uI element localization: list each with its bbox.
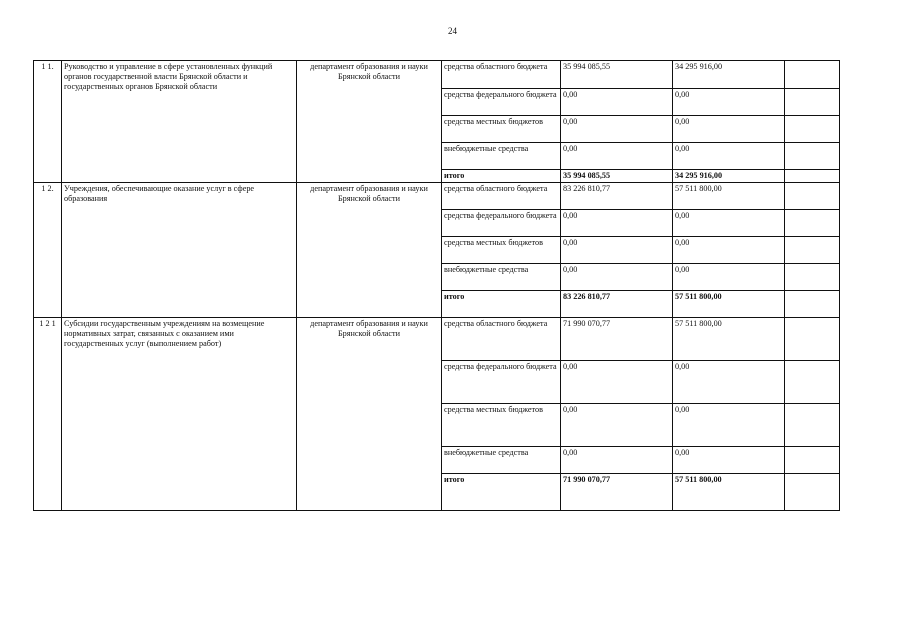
total-amount-1: 71 990 070,77 [561,473,673,510]
amount-2: 0,00 [673,360,785,403]
amount-1: 0,00 [561,360,673,403]
amount-3 [785,403,840,446]
amount-2: 57 511 800,00 [673,182,785,209]
amount-1: 0,00 [561,403,673,446]
amount-2: 0,00 [673,263,785,290]
funding-source: средства федерального бюджета [442,209,561,236]
activity-name: Руководство и управление в сфере установленных функций органов государственной власти Брянской области и государственных органов Брянской области [62,61,297,183]
amount-3 [785,116,840,143]
amount-3 [785,61,840,89]
amount-1: 0,00 [561,143,673,170]
amount-1: 71 990 070,77 [561,317,673,360]
amount-3 [785,360,840,403]
total-amount-3 [785,170,840,183]
total-label: итого [442,290,561,317]
amount-3 [785,446,840,473]
amount-1: 0,00 [561,236,673,263]
amount-3 [785,317,840,360]
page-number: 24 [448,26,457,36]
amount-1: 0,00 [561,209,673,236]
total-label: итого [442,170,561,183]
funding-source: внебюджетные средства [442,143,561,170]
amount-1: 83 226 810,77 [561,182,673,209]
amount-3 [785,182,840,209]
table-row [34,182,840,209]
total-amount-3 [785,473,840,510]
amount-2: 0,00 [673,403,785,446]
amount-2: 0,00 [673,116,785,143]
responsible-org: департамент образования и науки Брянской области [297,61,442,183]
amount-2: 0,00 [673,446,785,473]
funding-source: внебюджетные средства [442,446,561,473]
responsible-org: департамент образования и науки Брянской области [297,182,442,317]
row-number: 1 2 1 [34,317,62,510]
total-label: итого [442,473,561,510]
amount-2: 0,00 [673,209,785,236]
amount-1: 35 994 085,55 [561,61,673,89]
amount-2: 34 295 916,00 [673,61,785,89]
funding-source: средства местных бюджетов [442,403,561,446]
amount-1: 0,00 [561,446,673,473]
funding-source: средства областного бюджета [442,182,561,209]
amount-3 [785,263,840,290]
funding-source: средства областного бюджета [442,61,561,89]
row-number: 1 1. [34,61,62,183]
amount-3 [785,143,840,170]
funding-source: средства федерального бюджета [442,89,561,116]
amount-3 [785,236,840,263]
amount-2: 57 511 800,00 [673,317,785,360]
funding-source: внебюджетные средства [442,263,561,290]
funding-source: средства федерального бюджета [442,360,561,403]
table-row [34,61,840,89]
activity-name: Учреждения, обеспечивающие оказание услуг в сфере образования [62,182,297,317]
funding-source: средства местных бюджетов [442,116,561,143]
funding-source: средства местных бюджетов [442,236,561,263]
amount-1: 0,00 [561,263,673,290]
amount-2: 0,00 [673,236,785,263]
total-amount-1: 35 994 085,55 [561,170,673,183]
amount-1: 0,00 [561,89,673,116]
amount-2: 0,00 [673,143,785,170]
table-row [34,317,840,360]
row-number: 1 2. [34,182,62,317]
funding-source: средства областного бюджета [442,317,561,360]
responsible-org: департамент образования и науки Брянской области [297,317,442,510]
total-amount-2: 57 511 800,00 [673,290,785,317]
amount-1: 0,00 [561,116,673,143]
total-amount-1: 83 226 810,77 [561,290,673,317]
total-amount-2: 57 511 800,00 [673,473,785,510]
amount-3 [785,89,840,116]
total-amount-3 [785,290,840,317]
budget-table [33,60,840,511]
amount-2: 0,00 [673,89,785,116]
amount-3 [785,209,840,236]
total-amount-2: 34 295 916,00 [673,170,785,183]
activity-name: Субсидии государственным учреждениям на возмещение нормативных затрат, связанных с оказанием ими государственных услуг (выполнением работ) [62,317,297,510]
